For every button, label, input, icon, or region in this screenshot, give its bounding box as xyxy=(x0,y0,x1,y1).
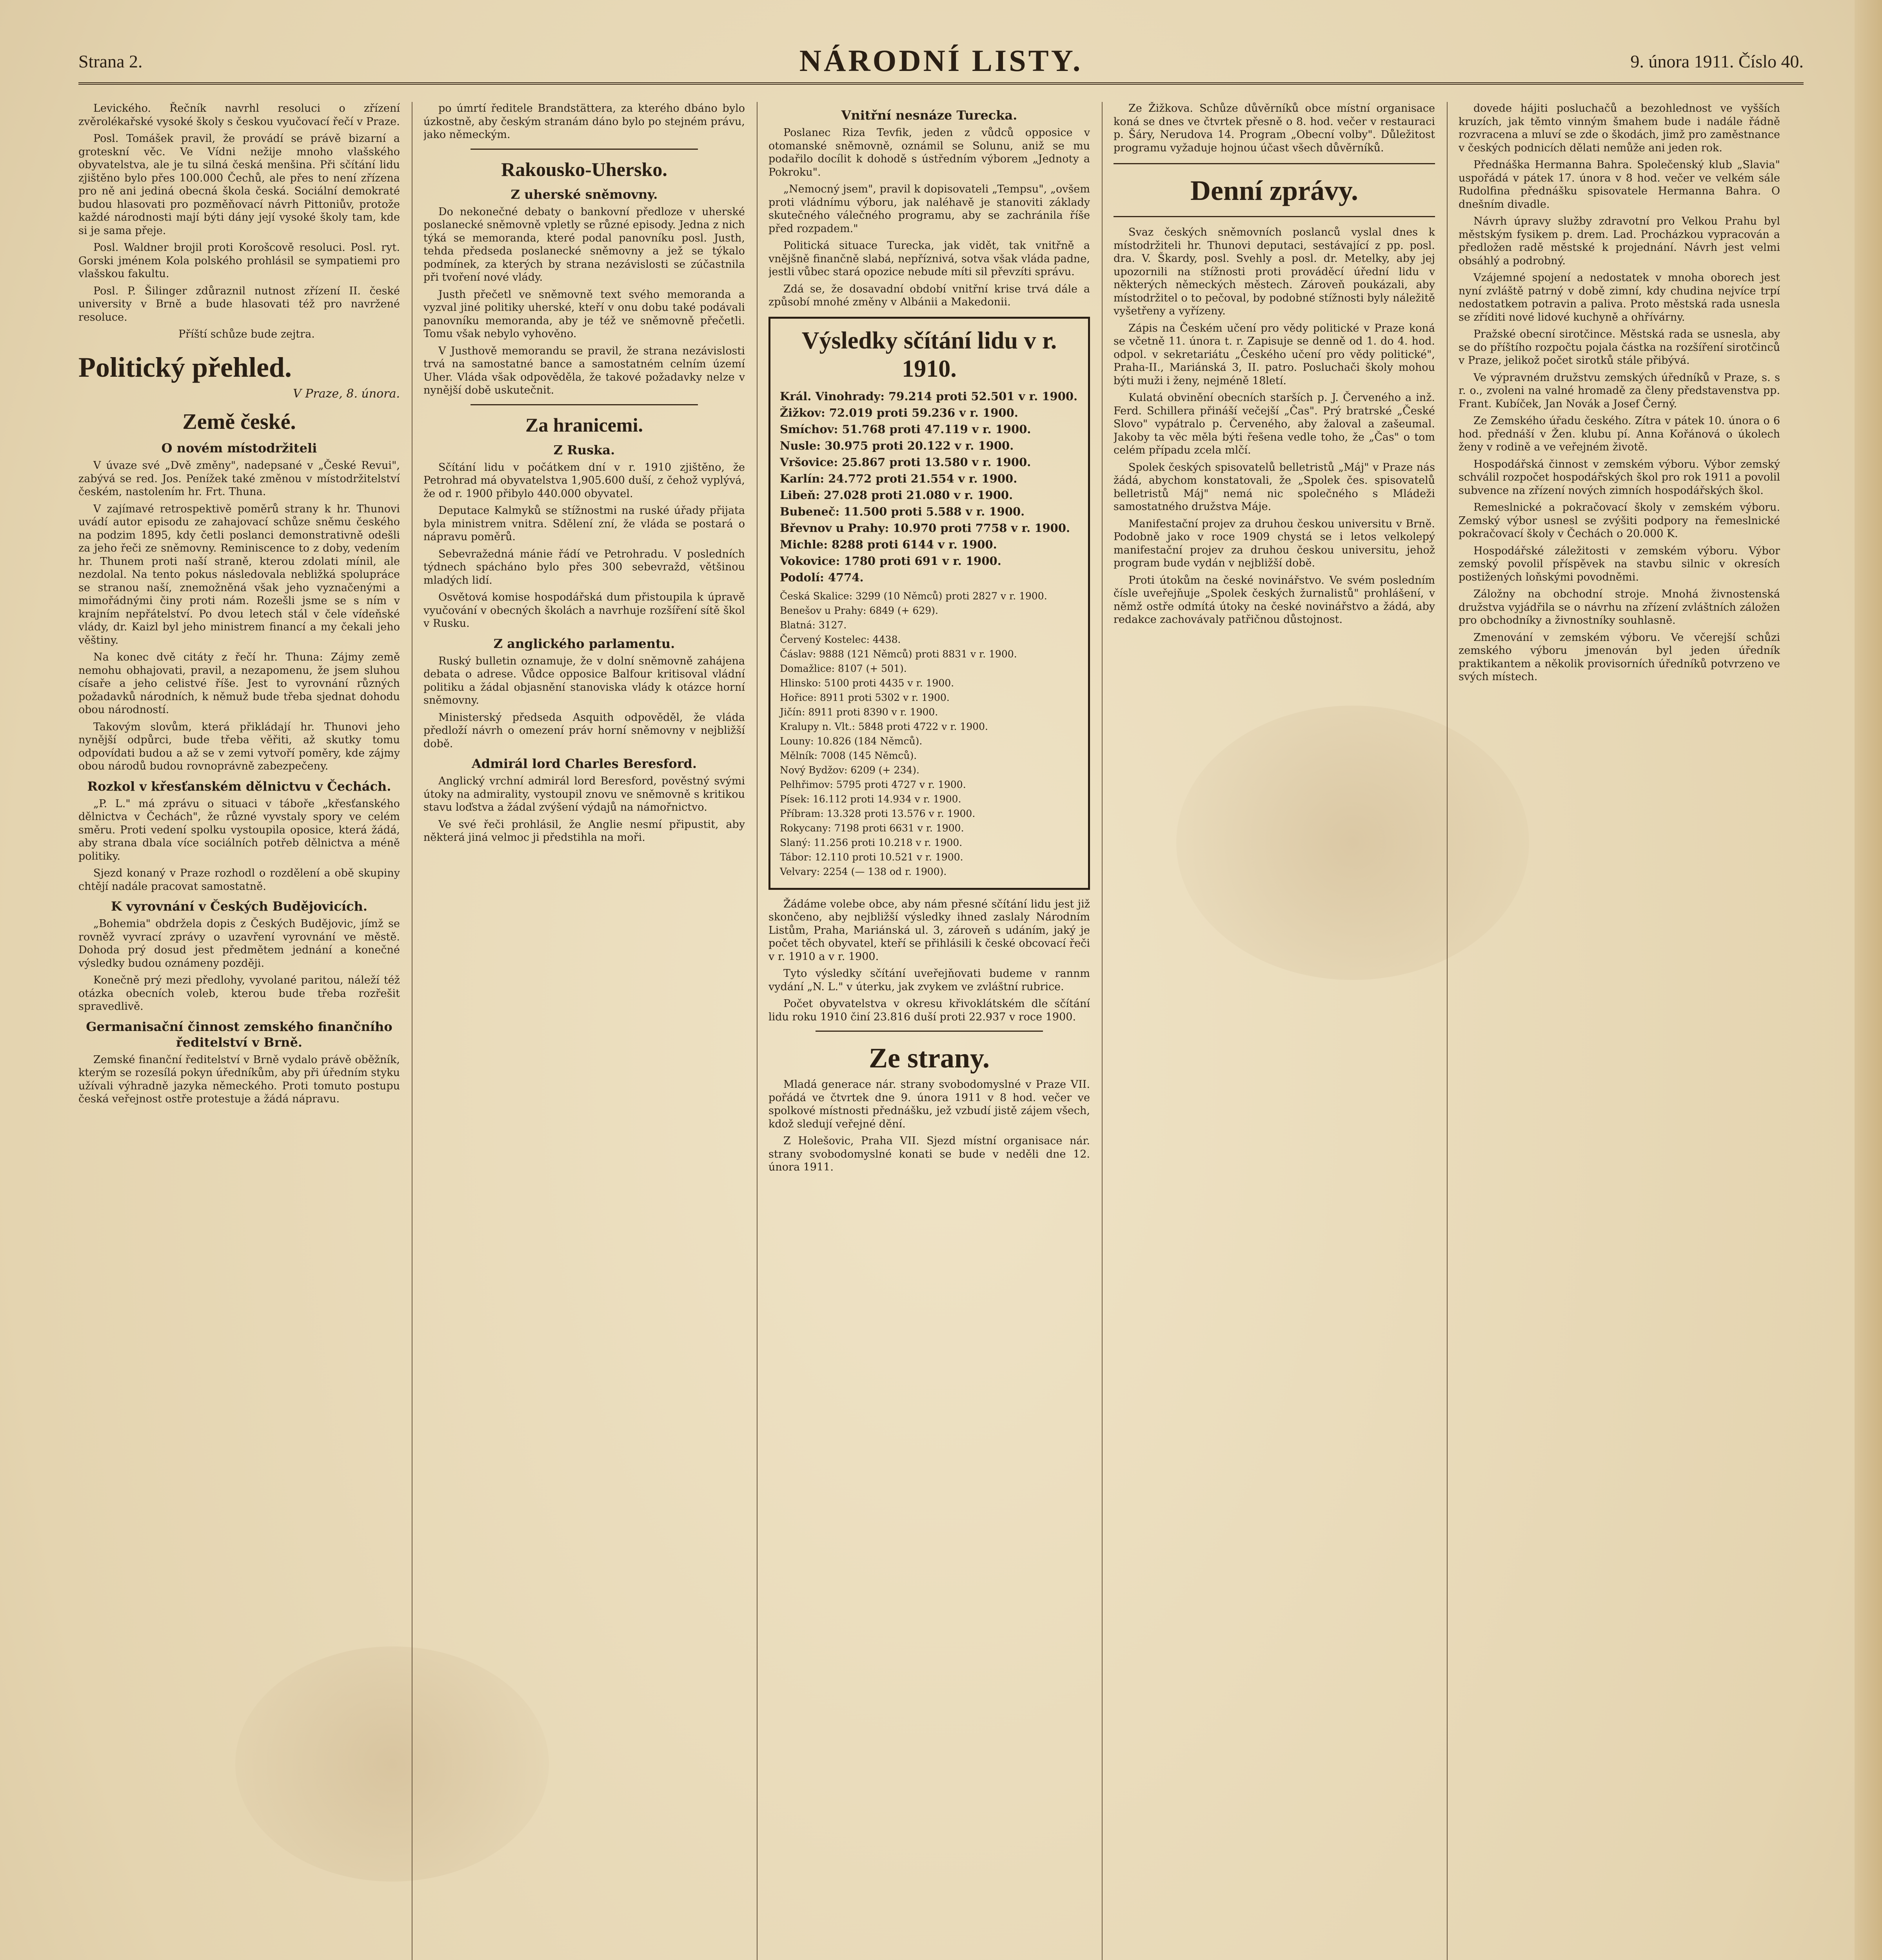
column-rule xyxy=(1447,102,1448,1960)
paragraph: Svaz českých sněmovních poslanců vyslal dnes k místodržiteli hr. Thunovi deputaci, sestávající z pp. posl. dra. V. Škardy, posl. Svehly a posl. dr. Metelky, aby jej upozornili na stížnosti proti prováděcí úřední lidu v některých německých městech. Zároveň poukázali, aby místodržitel o to pečoval, by podobné stížnosti byly náležitě vyšetřeny a vyřízeny. xyxy=(1114,226,1435,317)
paragraph: Posl. Tomášek pravil, že provádí se právě bizarní a groteskní věc. Ve Vídni nežije mnoho vlašského obyvatelstva, ale je tu silná česká menšina. Při sčítání lidu zjištěno bylo přes 100.000 Čechů, ale přes to není zřízena pro ně ani jediná obecná škola česká. Sociální demokraté budou hlasovati pro pozměňovací návrh Pittoniův, protože každé národnosti mají býti dány její vysoké školy tam, kde si je sama přeje. xyxy=(78,132,400,237)
paragraph: Mladá generace nár. strany svobodomyslné v Praze VII. pořádá ve čtvrtek dne 9. února 1911 v 8 hod. večer ve spolkové místnosti přednášku, jež vzbudí jistě zájem všech, kdož sledují veřejné dění. xyxy=(768,1078,1090,1130)
section-title: Rakousko-Uhersko. xyxy=(501,158,667,180)
census-row: Břevnov u Prahy: 10.970 proti 7758 v r. 1900. xyxy=(780,521,1070,535)
paragraph: Žádáme volebe obce, aby nám přesné sčítání lidu jest již skončeno, aby nejbližší výsledky ihned zaslaly Národním Listům, Praha, Mariánská ul. 3, zároveň s udáním, jaký je počet těch obyvatel, kteří se přihlásili k české obcovací řeči v r. 1910 a v r. 1900. xyxy=(768,898,1090,963)
census-row: Domažlice: 8107 (+ 501). xyxy=(780,662,907,674)
paragraph: Konečně prý mezi předlohy, vyvolané paritou, náleží též otázka obecních voleb, kterou bude třeba rozřešit spravedlivě. xyxy=(78,974,400,1013)
census-row: Louny: 10.826 (184 Němců). xyxy=(780,735,923,747)
paragraph: Sčítání lidu v počátkem dní v r. 1910 zjištěno, že Petrohrad má obyvatelstva 1,905.600 duší, z čehož vyplývá, že od r. 1900 přibylo 440.000 obyvatel. xyxy=(423,461,745,500)
article-heading: Z uherské sněmovny. xyxy=(510,187,658,202)
paragraph: Deputace Kalmyků se stížnostmi na ruské úřady přijata byla ministrem vnitra. Sdělení zní, že vláda se postará o nápravu poměrů. xyxy=(423,505,745,543)
census-row: Blatná: 3127. xyxy=(780,619,847,631)
page-edge xyxy=(1855,0,1882,1960)
paragraph: Anglický vrchní admirál lord Beresford, pověstný svými útoky na admirality, vystoupil znovu ve sněmovně s kritikou stavu loďstva a žádal zvýšení výdajů na námořnictvo. xyxy=(423,775,745,813)
paragraph: Remeslnické a pokračovací školy v zemském výboru. Zemský výbor usnesl se zvýšiti podpory na řemeslnické pokračovací školy v Čechách o 20.000 K. xyxy=(1459,501,1780,540)
paragraph: Z Holešovic, Praha VII. Sjezd místní organisace nár. strany svobodomyslné konati se bude v neděli dne 12. února 1911. xyxy=(768,1135,1090,1173)
paragraph: Sebevražedná mánie řádí ve Petrohradu. V posledních týdnech spácháno bylo přes 300 sebevražd, většinou mladých lidí. xyxy=(423,548,745,586)
paragraph: Záložny na obchodní stroje. Mnohá živnostenská družstva vyjádřila se o návrhu na zřízení zvláštních záložen pro obchodníky a živnostníky souhlasně. xyxy=(1459,588,1780,626)
paragraph: Posl. P. Šilinger zdůraznil nutnost zřízení II. české university v Brně a bude hlasovati též pro navržené resoluce. xyxy=(78,285,400,323)
census-row: Písek: 16.112 proti 14.934 v r. 1900. xyxy=(780,793,961,805)
article-heading: Vnitřní nesnáze Turecka. xyxy=(841,108,1017,123)
paragraph: Ze Žižkova. Schůze důvěrníků obce místní organisace koná se dnes ve čtvrtek přesně o 8. hod. večer v restauraci p. Šáry, Nerudova 14. Program „Obecní volby". Důležitost programu vyžaduje hojnou účast všech důvěrníků. xyxy=(1114,102,1435,154)
divider xyxy=(1114,216,1435,217)
paragraph: Hospodářské záležitosti v zemském výboru. Výbor zemský povolil příspěvek na stavbu silnic v okresích postižených loňskými povodněmi. xyxy=(1459,544,1780,583)
paragraph: Zmenování v zemském výboru. Ve včerejší schůzi zemského výboru jmenován byl jeden úředník praktikantem a několik provisorních úředníků potvrzeno ve svých místech. xyxy=(1459,631,1780,683)
paragraph: Zdá se, že dosavadní období vnitřní krise trvá dále a způsobí mnohé změny v Albánii a Makedonii. xyxy=(768,283,1090,308)
census-row: Česká Skalice: 3299 (10 Němců) proti 2827 v r. 1900. xyxy=(780,590,1047,602)
paragraph: Pražské obecní sirotčince. Městská rada se usnesla, aby se do příštího rozpočtu pojala částka na rozšíření sirotčinců v Praze, jelikož počet sirotků stále přibývá. xyxy=(1459,328,1780,367)
paragraph: Kulatá obvinění obecních starších p. J. Červeného a inž. Ferd. Schillera přináší večejší „Čas". Prý bratrské „České Slovo" vypátralo p. Červeného, aby žaloval a zašeumal. Jakoby ta věc měla býti řešena vedle toho, že „Čas" o tom celém případu zcela mlčí. xyxy=(1114,392,1435,456)
paragraph: Příští schůze bude zejtra. xyxy=(178,328,315,340)
column-rule xyxy=(757,102,758,1960)
page-number: Strana 2. xyxy=(78,51,143,71)
paragraph: Počet obyvatelstva v okresu křivoklátském dle sčítání lidu roku 1910 činí 23.816 duší proti 22.937 v roce 1900. xyxy=(768,998,1090,1023)
paragraph: po úmrtí ředitele Brandstättera, za kterého dbáno bylo úzkostně, aby českým stranám dáno bylo po stejném právu, jako německým. xyxy=(423,102,745,141)
census-results-box xyxy=(768,317,1090,890)
article-heading: Admirál lord Charles Beresford. xyxy=(471,756,697,771)
census-row: Nový Bydžov: 6209 (+ 234). xyxy=(780,764,919,776)
paragraph: Hospodářská činnost v zemském výboru. Výbor zemský schválil rozpočet hospodářských škol pro rok 1911 a povolil subvence na zřízení nových zimních hospodářských škol. xyxy=(1459,458,1780,497)
census-row: Vokovice: 1780 proti 691 v r. 1900. xyxy=(780,554,1001,568)
census-row: Bubeneč: 11.500 proti 5.588 v r. 1900. xyxy=(780,505,1025,518)
paragraph: Tyto výsledky sčítání uveřejňovati budeme v rannm vydání „N. L." v úterku, jak zvykem ve zvláštní rubrice. xyxy=(768,967,1090,993)
newspaper-title: NÁRODNÍ LISTY. xyxy=(799,44,1083,78)
paragraph: Levického. Řečník navrhl resoluci o zřízení zvěrolékařské vysoké školy s českou vyučovací řečí v Praze. xyxy=(78,102,400,128)
paragraph: Přednáška Hermanna Bahra. Společenský klub „Slavia" uspořádá v pátek 17. února v 8 hod. večer ve velkém sále Rudolfina přednášku spisovatele Hermanna Bahra. O dnešním divadle. xyxy=(1459,159,1780,211)
paragraph: dovede hájiti posluchačů a bezohlednost ve vyšších kruzích, jak těmto vinným šmahem bude i nadále řádně rozvracena a mluví se zde o škodách, jimž pro zaměstnance v českých podnicích dělati nemůže ani jeden rok. xyxy=(1459,102,1780,154)
census-row: Příbram: 13.328 proti 13.576 v r. 1900. xyxy=(780,808,976,819)
column-1 xyxy=(78,102,400,1960)
paragraph: Ze Zemského úřadu českého. Zítra v pátek 10. února o 6 hod. přednáší v Žen. klubu pí. Anna Kořánová o úkolech ženy v rodině a ve veřejném životě. xyxy=(1459,415,1780,453)
paragraph: Takovým slovům, která přikládají hr. Thunovi jeho nynější odpůrci, bude třeba věřiti, až skutky tomu odpovídati budou a až se v zemi vytvoří poměry, kde zájmy obou národů budou rovnoprávně zabezpečeny. xyxy=(78,720,400,772)
box-title: Výsledky sčítání lidu v r. 1910. xyxy=(801,327,1057,382)
paragraph: Ve výpravném družstvu zemských úředníků v Praze, s. s r. o., zvoleni na valné hromadě za členy představenstva pp. Frant. Kubíček, Jan Novák a Josef Černý. xyxy=(1459,371,1780,410)
census-row: Tábor: 12.110 proti 10.521 v r. 1900. xyxy=(780,851,963,863)
paragraph: „P. L." má zprávu o situaci v táboře „křesťanského dělnictva v Čechách", že různé vyvstaly spory ve celém směru. Proti vedení spolku vystoupila oposice, která žádá, aby strana dbala více sociálních potřeb dělnictva a méně politiky. xyxy=(78,797,400,862)
paragraph: Zápis na Českém učení pro vědy politické v Praze koná se včetně 11. února t. r. Zapisuje se denně od 1. do 4. hod. odpol. v sekretariátu „Českého učení pro vědy politické", Praha-II., Mariánská 3, II. patro. Posluchači školy mohou býti muži i ženy, nejméně 18letí. xyxy=(1114,322,1435,387)
census-row: Hlinsko: 5100 proti 4435 v r. 1900. xyxy=(780,677,954,689)
paragraph: Spolek českých spisovatelů belletristů „Máj" v Praze nás žádá, abychom konstatovali, že „Spolek čes. spisovatelů belletristů Máj" nemá nic společného s Mládeži samostatného družstva Máje. xyxy=(1114,461,1435,513)
census-row: Král. Vinohrady: 79.214 proti 52.501 v r. 1900. xyxy=(780,389,1078,403)
census-row: Karlín: 24.772 proti 21.554 v r. 1900. xyxy=(780,472,1017,485)
dateline: V Praze, 8. února. xyxy=(293,387,400,401)
census-row: Pelhřimov: 5795 proti 4727 v r. 1900. xyxy=(780,779,966,790)
paragraph: Zemské finanční ředitelství v Brně vydalo právě oběžník, kterým se rozesílá pokyn úředníkům, aby při úředním styku užívali výhradně jazyka německého. Proti tomuto postupu česká veřejnost ostře protestuje a žádá nápravu. xyxy=(78,1053,400,1105)
paragraph: Ve své řeči prohlásil, že Anglie nesmí připustit, aby některá jiná velmoc ji předstihla na moři. xyxy=(423,818,745,844)
paragraph: Poslanec Riza Tevfik, jeden z vůdců opposice v otomanské sněmovně, oznámil se Solunu, aniž se mu podařilo docílit k dohodě s ústředním výborem „Jednoty a Pokroku". xyxy=(768,127,1090,178)
article-heading: K vyrovnání v Českých Budějovicích. xyxy=(111,899,367,914)
census-row: Podolí: 4774. xyxy=(780,570,864,584)
section-title: Politický přehled. xyxy=(78,351,292,383)
paragraph: Do nekonečné debaty o bankovní předloze v uherské poslanecké sněmovně vpletly se různé episody. Jedna z nich týká se memoranda, které podal panovníku posl. Justh, tehda předseda poslanecké sněmovny a jež se týkalo podmínek, za kterých by strana nezávislosti se zúčastnila při tvoření nové vlády. xyxy=(423,205,745,283)
census-row: Červený Kostelec: 4438. xyxy=(780,633,901,645)
paragraph: Politická situace Turecka, jak vidět, tak vnitřně a vnějšně finančně slabá, nepříznivá, sotva však vláda padne, jestli vůbec stará opozice nebude míti sil převzíti správu. xyxy=(768,240,1090,278)
section-title: Ze strany. xyxy=(868,1042,990,1074)
article-heading: Z Ruska. xyxy=(553,442,615,457)
divider xyxy=(470,404,698,405)
paragraph: Ministerský předseda Asquith odpověděl, že vláda předloží návrh o omezení práv horní sněmovny v nejbližší době. xyxy=(423,711,745,750)
census-row: Kralupy n. Vlt.: 5848 proti 4722 v r. 1900. xyxy=(780,720,988,732)
section-title: Denní zprávy. xyxy=(1190,175,1359,206)
census-row: Vršovice: 25.867 proti 13.580 v r. 1900. xyxy=(780,455,1031,469)
column-2 xyxy=(423,102,745,1960)
divider xyxy=(1114,163,1435,164)
paragraph: Na konec dvě citáty z řečí hr. Thuna: Zájmy země nemohu obhajovati, pravil, a nezapomenu, že jsem sluhou císaře a jeho celistvé říše. Jest to vyrovnání různých požadavků národních, k němuž bude třeba sjednat dohodu obou národností. xyxy=(78,651,400,716)
paragraph: V zajímavé retrospektivě poměrů strany k hr. Thunovi uvádí autor episodu ze zahajovací schůze sněmu českého na podzim 1895, kdy četli poslanci demonstrativně odešli za jeho řeči ze sněmovny. Reminiscence to z doby, vedením hr. Thunem proti naší straně, kterou zdolati mínil, ale nezdolal. Na tento pokus následovala nebližká spolupráce se stranou naší, znemožněná však jeho vyznačenými a mimořádnými činy proti nám. Rozešli jsme se s ním v krajním nepřátelství. Po dvou letech stál v čele vídeňské vlády, dr. Kaizl byl jeho ministrem financí a my čekali jeho věštiny. xyxy=(78,503,400,646)
paragraph: Manifestační projev za druhou českou universitu v Brně. Podobně jako v roce 1909 chystá se i letos velkolepý manifestační projev za druhou českou universitu, jehož program bude vydán v nejbližší době. xyxy=(1114,517,1435,569)
paragraph: Osvětová komise hospodářská dum přistoupila k úpravě vyučování v obecných školách a navrhuje rozšíření sítě škol v Rusku. xyxy=(423,591,745,630)
paragraph: Justh přečetl ve sněmovně text svého memoranda a vyzval jiné politiky uherské, kteří v onu dobu také podávali panovníku memoranda, aby je též ve sněmovně přečetli. Tomu však nebylo vyhověno. xyxy=(423,288,745,340)
article-heading: Z anglického parlamentu. xyxy=(493,636,675,651)
divider xyxy=(470,149,698,150)
article-heading: Germanisační činnost zemského finančního ředitelství v Brně. xyxy=(86,1019,392,1050)
issue-date: 9. února 1911. Číslo 40. xyxy=(1630,51,1804,71)
census-row: Hořice: 8911 proti 5302 v r. 1900. xyxy=(780,691,950,703)
paragraph: Návrh úpravy služby zdravotní pro Velkou Prahu byl městským fysikem p. drem. Lad. Procházkou vypracován a předložen radě městské k projednání. Návrh jest velmi obsáhlý a podrobný. xyxy=(1459,215,1780,267)
article-heading: O novém místodržiteli xyxy=(161,441,317,456)
paragraph: Posl. Waldner brojil proti Korošcově resoluci. Posl. ryt. Gorski jménem Kola polského prohlásil se sympatiemi pro vlašskou fakultu. xyxy=(78,241,400,280)
paragraph: Proti útokům na české novinářstvo. Ve svém posledním čísle uveřejňuje „Spolek českých žurnalistů" prohlášení, v němž ostře odmítá útoky na české novinářstvo a žádá, aby redakce zachovávaly patřičnou důstojnost. xyxy=(1114,574,1435,626)
census-row: Velvary: 2254 (— 138 od r. 1900). xyxy=(780,866,947,877)
article-heading: Rozkol v křesťanském dělnictvu v Čechách. xyxy=(87,779,391,794)
census-row: Jičín: 8911 proti 8390 v r. 1900. xyxy=(780,706,938,718)
paragraph: V úvaze své „Dvě změny", nadepsané v „České Revui", zabývá se red. Jos. Penížek také změnou v místodržitelství českém, nastolením hr. Frt. Thuna. xyxy=(78,459,400,498)
column-5 xyxy=(1459,102,1780,1960)
census-row: Benešov u Prahy: 6849 (+ 629). xyxy=(780,604,938,616)
section-title: Za hranicemi. xyxy=(525,414,643,436)
census-row: Slaný: 11.256 proti 10.218 v r. 1900. xyxy=(780,837,963,848)
masthead xyxy=(78,35,1804,85)
census-row: Mělník: 7008 (145 Němců). xyxy=(780,750,917,761)
paragraph: „Bohemia" obdržela dopis z Českých Budějovic, jímž se rovněž vyvrací zprávy o uzavření vyrovnání ve městě. Dohoda prý dosud jest předmětem jednání a konečné výsledky budou oznámeny později. xyxy=(78,918,400,969)
census-other-towns xyxy=(780,590,1079,878)
paragraph: Sjezd konaný v Praze rozhodl o rozdělení a obě skupiny chtějí nadále pracovat samostatně. xyxy=(78,867,400,893)
divider xyxy=(816,1031,1043,1032)
column-3 xyxy=(768,102,1090,1960)
paragraph: V Justhově memorandu se pravil, že strana nezávislosti trvá na samostatné bance a samostatném celním území Uher. Vláda však odpověděla, že takové požadavky nelze v nynější době uskutečnit. xyxy=(423,345,745,396)
census-row: Rokycany: 7198 proti 6631 v r. 1900. xyxy=(780,822,964,834)
column-4 xyxy=(1114,102,1435,1960)
census-row: Smíchov: 51.768 proti 47.119 v r. 1900. xyxy=(780,422,1031,436)
paragraph: Vzájemné spojení a nedostatek v mnoha oborech jest nyní zvláště patrný v době zimní, kdy chudina nejvíce trpí nedostatkem potravin a paliva. Proto městská rada usnesla se zříditi nové lidové kuchyně a ohřívárny. xyxy=(1459,272,1780,323)
census-row: Žižkov: 72.019 proti 59.236 v r. 1900. xyxy=(780,406,1018,419)
subsection-title: Země české. xyxy=(182,410,296,434)
census-row: Čáslav: 9888 (121 Němců) proti 8831 v r. 1900. xyxy=(780,648,1017,660)
paragraph: „Nemocný jsem", pravil k dopisovateli „Tempsu", „ovšem proti vládnímu výboru, jak naléhavě je stanoviti základy skutečného válečného programu, aby se zachránila říše před rozpadem." xyxy=(768,183,1090,235)
census-row: Michle: 8288 proti 6144 v r. 1900. xyxy=(780,537,997,551)
census-row: Nusle: 30.975 proti 20.122 v r. 1900. xyxy=(780,439,1014,452)
paragraph: Ruský bulletin oznamuje, že v dolní sněmovně zahájena debata o adrese. Vůdce opposice Balfour kritisoval vládní politiku a žádal objasnění stanoviska vlády k otázce horní sněmovny. xyxy=(423,655,745,706)
census-row: Libeň: 27.028 proti 21.080 v r. 1900. xyxy=(780,488,1013,502)
column-rule xyxy=(1102,102,1103,1960)
